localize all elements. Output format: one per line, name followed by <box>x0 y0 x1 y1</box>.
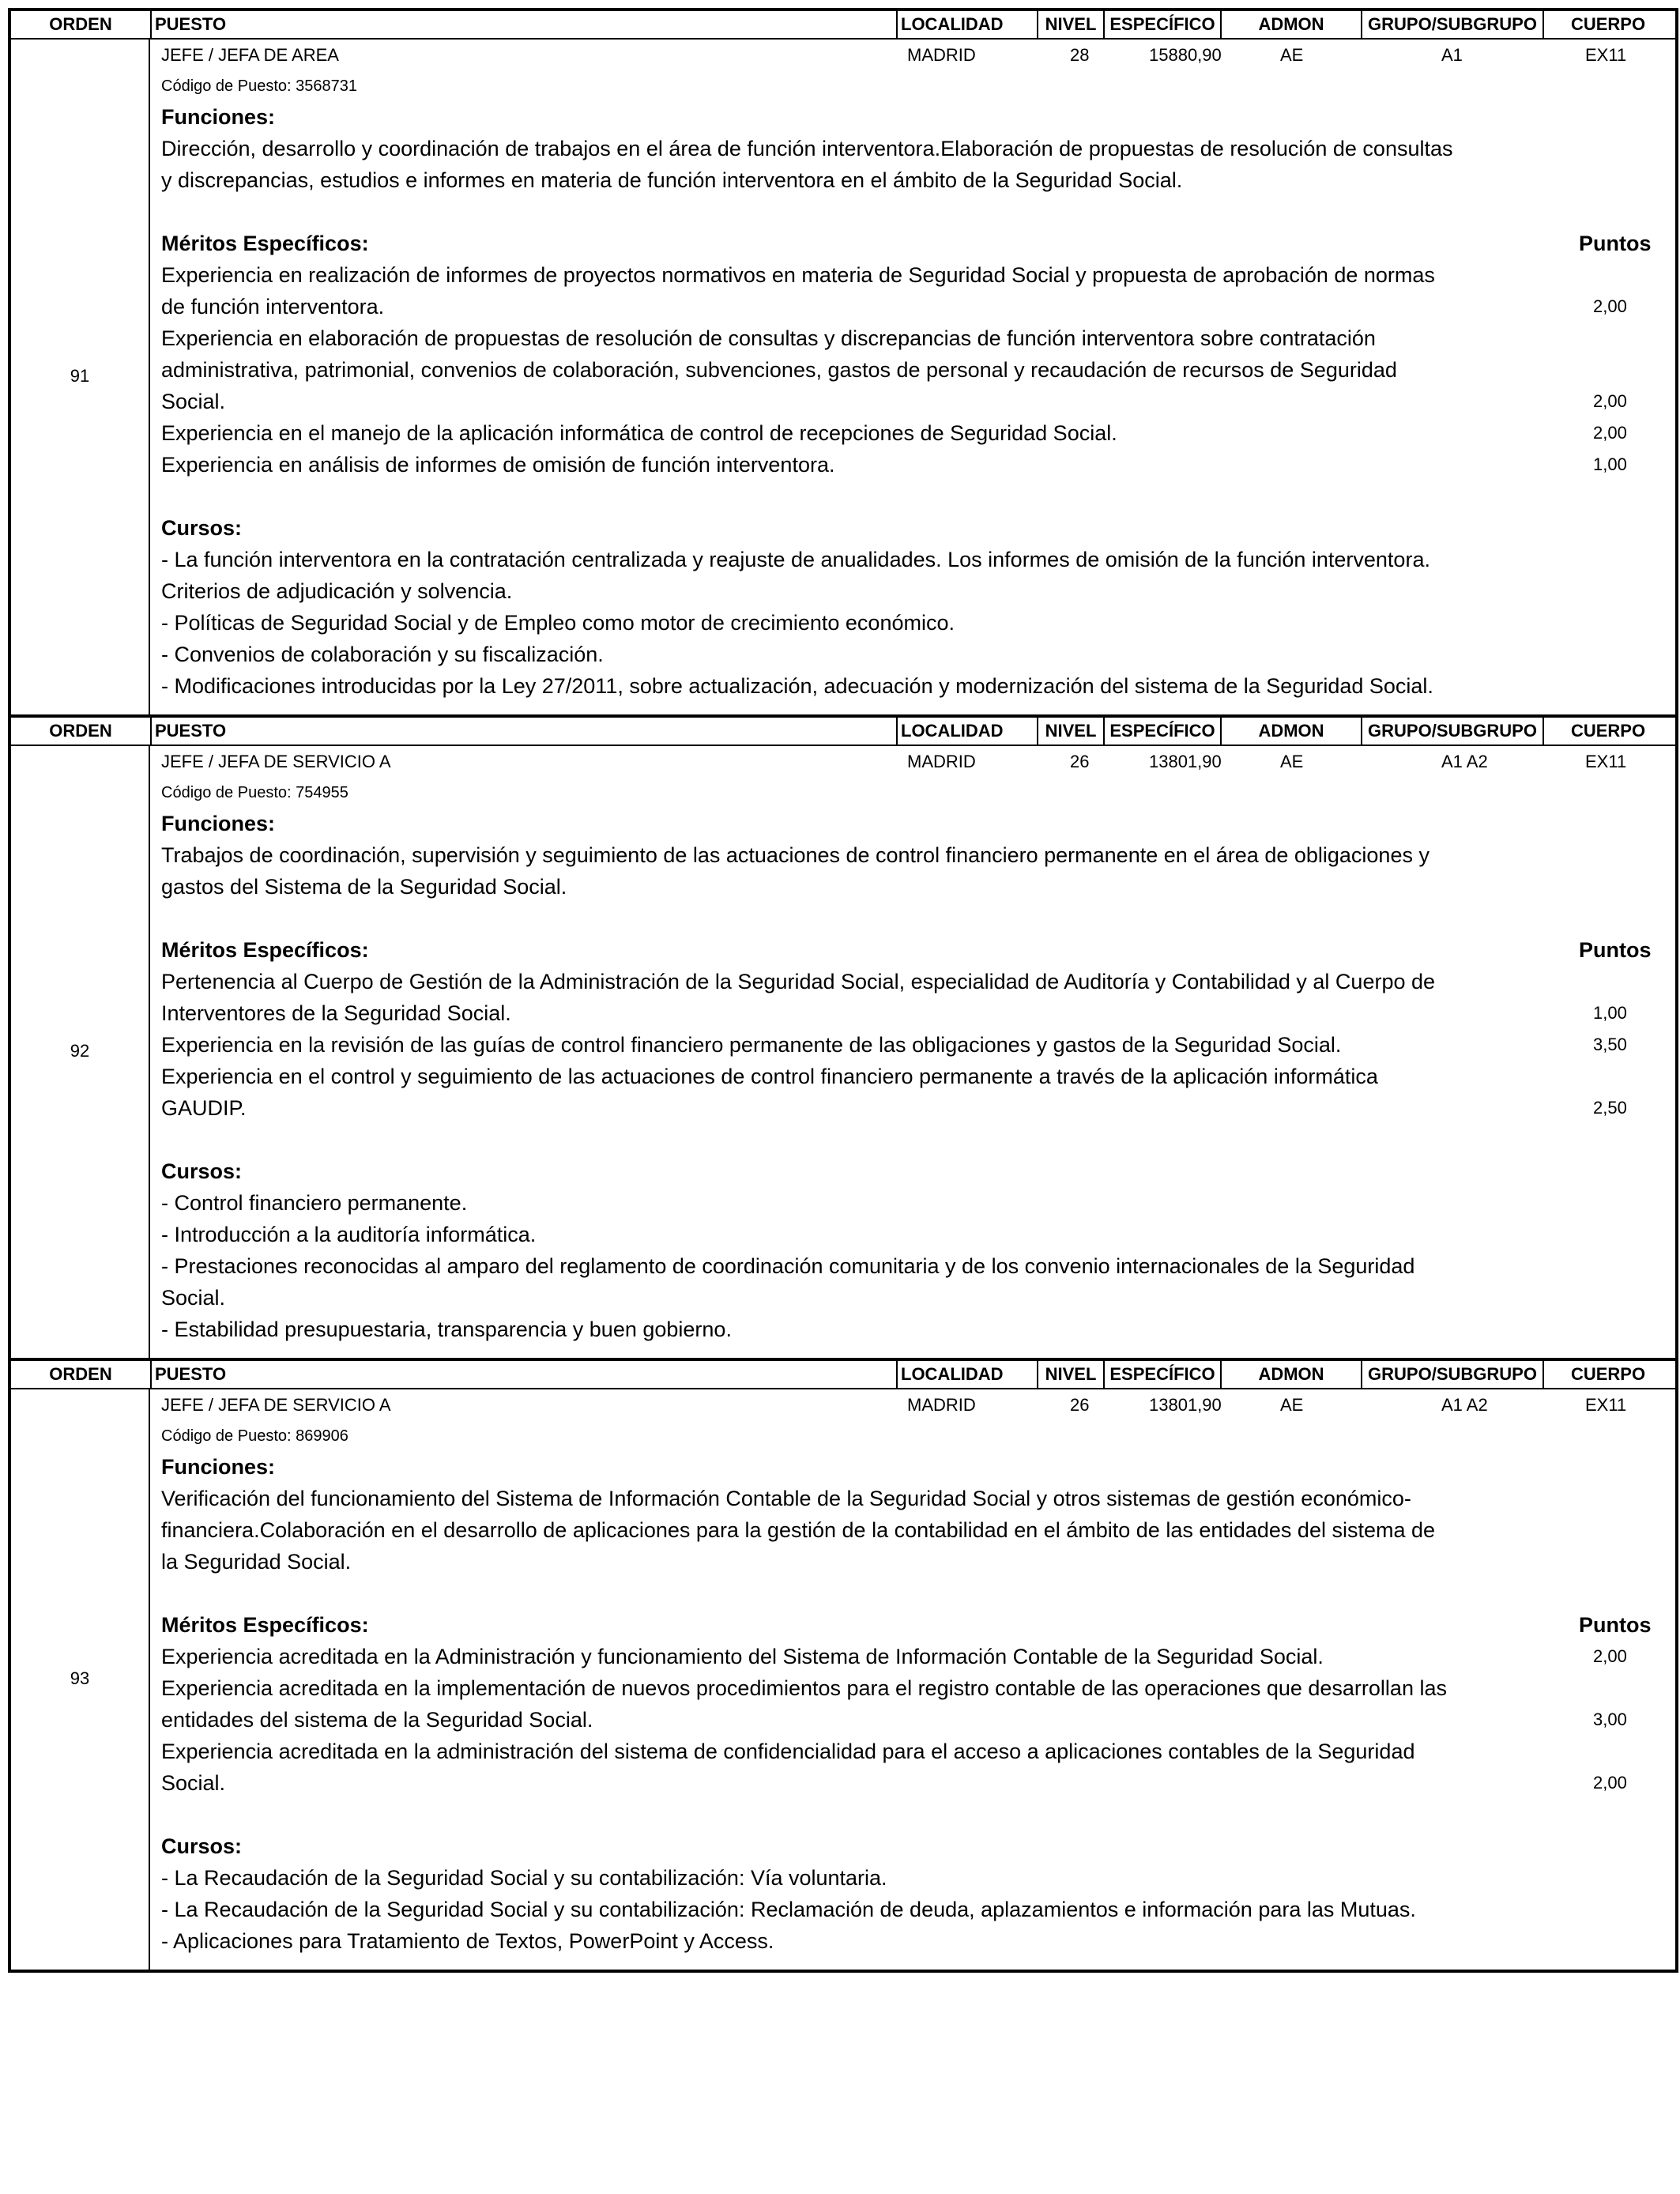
especifico-value: 13801,90 <box>1149 1395 1222 1415</box>
merito-text: Experiencia acreditada en la implementación de nuevos procedimientos para el registro contable de las operaciones que desarrollan las entidades del sistema de la Seguridad Social. <box>161 1676 1447 1732</box>
curso-item: - Políticas de Seguridad Social y de Empleo como motor de crecimiento económico. <box>161 611 955 635</box>
meritos-heading: Méritos Específicos: <box>161 232 369 255</box>
merito-item <box>161 1029 1675 1061</box>
merito-text: Experiencia en el control y seguimiento de las actuaciones de control financiero permanente a través de la aplicación informática GAUDIP. <box>161 1065 1378 1120</box>
job-entry <box>11 8 1675 714</box>
merito-text: Experiencia en la revisión de las guías de control financiero permanente de las obligaciones y gastos de la Seguridad Social. <box>161 1033 1342 1057</box>
entry-body <box>11 746 1675 1358</box>
orden-number: 92 <box>70 1041 90 1061</box>
header-grupo: GRUPO/SUBGRUPO <box>1361 1361 1543 1388</box>
header-localidad: LOCALIDAD <box>896 1361 1037 1388</box>
header-nivel: NIVEL <box>1037 1361 1103 1388</box>
header-orden: ORDEN <box>49 721 112 741</box>
position-row <box>161 1389 1675 1421</box>
header-especifico: ESPECÍFICO <box>1103 718 1222 745</box>
admon-value: AE <box>1280 1395 1304 1415</box>
curso-item: - Convenios de colaboración y su fiscalización. <box>161 643 604 666</box>
merito-puntos: 1,00 <box>1593 1003 1627 1023</box>
header-orden: ORDEN <box>49 14 112 34</box>
curso-item: - Control financiero permanente. <box>161 1191 468 1215</box>
meritos-header <box>161 1609 1675 1641</box>
merito-puntos: 2,00 <box>1593 1773 1627 1793</box>
merito-item <box>161 322 1675 417</box>
orden-column <box>11 746 150 1358</box>
header-nivel: NIVEL <box>1037 11 1103 38</box>
entry-content <box>150 746 1675 1358</box>
merito-item <box>161 417 1675 449</box>
cursos-heading: Cursos: <box>161 1834 243 1858</box>
localidad-value: MADRID <box>907 45 976 65</box>
table-header-row <box>11 8 1675 40</box>
meritos-list <box>161 259 1675 481</box>
merito-puntos: 2,00 <box>1593 1646 1627 1666</box>
funciones-text: Verificación del funcionamiento del Sistema de Información Contable de la Seguridad Social y otros sistemas de gestión económico-financiera.Colaboración en el desarrollo de aplicaciones para la gestión de la contabilidad en el ámbito de las entidades del sistema de la Seguridad Social. <box>161 1487 1436 1574</box>
merito-item <box>161 1061 1675 1124</box>
header-admon: ADMON <box>1258 1364 1324 1384</box>
funciones-text: Dirección, desarrollo y coordinación de trabajos en el área de función interventora.Elaboración de propuestas de resolución de consultas y discrepancias, estudios e informes en materia de función interventora en el ámbito de la Seguridad Social. <box>161 137 1453 192</box>
header-puesto: PUESTO <box>150 1361 896 1388</box>
header-puesto: PUESTO <box>150 11 896 38</box>
header-especifico: ESPECÍFICO <box>1103 1361 1222 1388</box>
position-row <box>161 40 1675 71</box>
curso-item: - La Recaudación de la Seguridad Social y su contabilización: Reclamación de deuda, aplazamientos e información para las Mutuas. <box>161 1898 1416 1921</box>
nivel-value: 26 <box>1070 1395 1090 1415</box>
meritos-header <box>161 228 1675 259</box>
orden-number: 91 <box>70 366 90 386</box>
table-header-row <box>11 1358 1675 1389</box>
meritos-heading: Méritos Específicos: <box>161 1613 369 1637</box>
cursos-list <box>161 1187 1675 1345</box>
merito-text: Experiencia en el manejo de la aplicación informática de control de recepciones de Seguridad Social. <box>161 421 1117 445</box>
cursos-list <box>161 544 1675 702</box>
orden-number: 93 <box>70 1668 90 1688</box>
curso-item: - La Recaudación de la Seguridad Social y su contabilización: Vía voluntaria. <box>161 1866 887 1890</box>
document-table <box>8 8 1678 1973</box>
grupo-value: A1 A2 <box>1441 752 1488 771</box>
cuerpo-value: EX11 <box>1585 752 1627 771</box>
merito-item <box>161 1672 1675 1736</box>
nivel-value: 28 <box>1070 45 1090 65</box>
merito-item <box>161 449 1675 481</box>
merito-text: Experiencia en análisis de informes de omisión de función interventora. <box>161 453 835 477</box>
position-row <box>161 746 1675 778</box>
codigo-puesto: Código de Puesto: 869906 <box>161 1427 348 1445</box>
codigo-puesto: Código de Puesto: 3568731 <box>161 77 357 95</box>
merito-text: Experiencia acreditada en la administración del sistema de confidencialidad para el acceso a aplicaciones contables de la Seguridad Social. <box>161 1740 1415 1795</box>
cursos-list <box>161 1862 1675 1957</box>
cuerpo-value: EX11 <box>1585 45 1627 65</box>
grupo-value: A1 <box>1441 45 1463 65</box>
merito-item <box>161 1641 1675 1672</box>
grupo-value: A1 A2 <box>1441 1395 1488 1415</box>
header-cuerpo: CUERPO <box>1543 11 1672 38</box>
meritos-list <box>161 1641 1675 1799</box>
merito-item <box>161 966 1675 1029</box>
puntos-heading: Puntos <box>1579 938 1652 962</box>
meritos-header <box>161 934 1675 966</box>
job-entry <box>11 714 1675 1358</box>
merito-puntos: 1,00 <box>1593 454 1627 474</box>
header-grupo: GRUPO/SUBGRUPO <box>1361 11 1543 38</box>
meritos-heading: Méritos Específicos: <box>161 938 369 962</box>
entry-content <box>150 1389 1675 1970</box>
curso-item: - Modificaciones introducidas por la Ley 27/2011, sobre actualización, adecuación y modernización del sistema de la Seguridad Social. <box>161 674 1433 698</box>
header-grupo: GRUPO/SUBGRUPO <box>1361 718 1543 745</box>
entry-body <box>11 1389 1675 1970</box>
cursos-heading: Cursos: <box>161 516 243 540</box>
localidad-value: MADRID <box>907 752 976 771</box>
job-entry <box>11 1358 1675 1970</box>
codigo-puesto: Código de Puesto: 754955 <box>161 784 348 801</box>
funciones-text: Trabajos de coordinación, supervisión y seguimiento de las actuaciones de control financiero permanente en el área de obligaciones y gastos del Sistema de la Seguridad Social. <box>161 843 1430 899</box>
especifico-value: 15880,90 <box>1149 45 1222 65</box>
localidad-value: MADRID <box>907 1395 976 1415</box>
especifico-value: 13801,90 <box>1149 752 1222 771</box>
merito-item <box>161 1736 1675 1799</box>
admon-value: AE <box>1280 45 1304 65</box>
header-admon: ADMON <box>1258 14 1324 34</box>
admon-value: AE <box>1280 752 1304 771</box>
merito-puntos: 2,00 <box>1593 296 1627 316</box>
puesto-value: JEFE / JEFA DE SERVICIO A <box>161 752 391 771</box>
orden-column <box>11 1389 150 1970</box>
header-localidad: LOCALIDAD <box>896 718 1037 745</box>
curso-item: - Estabilidad presupuestaria, transparencia y buen gobierno. <box>161 1318 732 1341</box>
puntos-heading: Puntos <box>1579 1613 1652 1637</box>
funciones-heading: Funciones: <box>161 105 276 129</box>
curso-item: - La función interventora en la contratación centralizada y reajuste de anualidades. Los informes de omisión de la función interventora. Criterios de adjudicación y solvencia. <box>161 548 1430 603</box>
curso-item: - Introducción a la auditoría informática. <box>161 1223 537 1246</box>
cursos-heading: Cursos: <box>161 1159 243 1183</box>
nivel-value: 26 <box>1070 752 1090 771</box>
entry-content <box>150 40 1675 714</box>
merito-puntos: 2,00 <box>1593 423 1627 443</box>
curso-item: - Aplicaciones para Tratamiento de Textos, PowerPoint y Access. <box>161 1929 774 1953</box>
merito-puntos: 3,50 <box>1593 1035 1627 1054</box>
cuerpo-value: EX11 <box>1585 1395 1627 1415</box>
orden-column <box>11 40 150 714</box>
merito-text: Experiencia en realización de informes de proyectos normativos en materia de Seguridad Social y propuesta de aprobación de normas de función interventora. <box>161 263 1435 319</box>
header-admon: ADMON <box>1258 721 1324 741</box>
puntos-heading: Puntos <box>1579 232 1652 255</box>
merito-text: Experiencia en elaboración de propuestas de resolución de consultas y discrepancias de función interventora sobre contratación administrativa, patrimonial, convenios de colaboración, subvenciones, gastos de personal y recaudación de recursos de Seguridad Social. <box>161 326 1397 413</box>
puesto-value: JEFE / JEFA DE AREA <box>161 45 339 65</box>
entry-body <box>11 40 1675 714</box>
meritos-list <box>161 966 1675 1124</box>
merito-puntos: 2,00 <box>1593 391 1627 411</box>
header-cuerpo: CUERPO <box>1543 1361 1672 1388</box>
table-header-row <box>11 714 1675 746</box>
header-cuerpo: CUERPO <box>1543 718 1672 745</box>
merito-item <box>161 259 1675 322</box>
header-especifico: ESPECÍFICO <box>1103 11 1222 38</box>
merito-puntos: 3,00 <box>1593 1710 1627 1729</box>
funciones-heading: Funciones: <box>161 1455 276 1479</box>
curso-item: - Prestaciones reconocidas al amparo del reglamento de coordinación comunitaria y de los convenio internacionales de la Seguridad Social. <box>161 1254 1415 1310</box>
header-localidad: LOCALIDAD <box>896 11 1037 38</box>
funciones-heading: Funciones: <box>161 812 276 835</box>
header-orden: ORDEN <box>49 1364 112 1384</box>
header-nivel: NIVEL <box>1037 718 1103 745</box>
header-puesto: PUESTO <box>150 718 896 745</box>
merito-puntos: 2,50 <box>1593 1098 1627 1118</box>
merito-text: Pertenencia al Cuerpo de Gestión de la Administración de la Seguridad Social, especialidad de Auditoría y Contabilidad y al Cuerpo de Interventores de la Seguridad Social. <box>161 970 1436 1025</box>
merito-text: Experiencia acreditada en la Administración y funcionamiento del Sistema de Información Contable de la Seguridad Social. <box>161 1645 1324 1668</box>
puesto-value: JEFE / JEFA DE SERVICIO A <box>161 1395 391 1415</box>
